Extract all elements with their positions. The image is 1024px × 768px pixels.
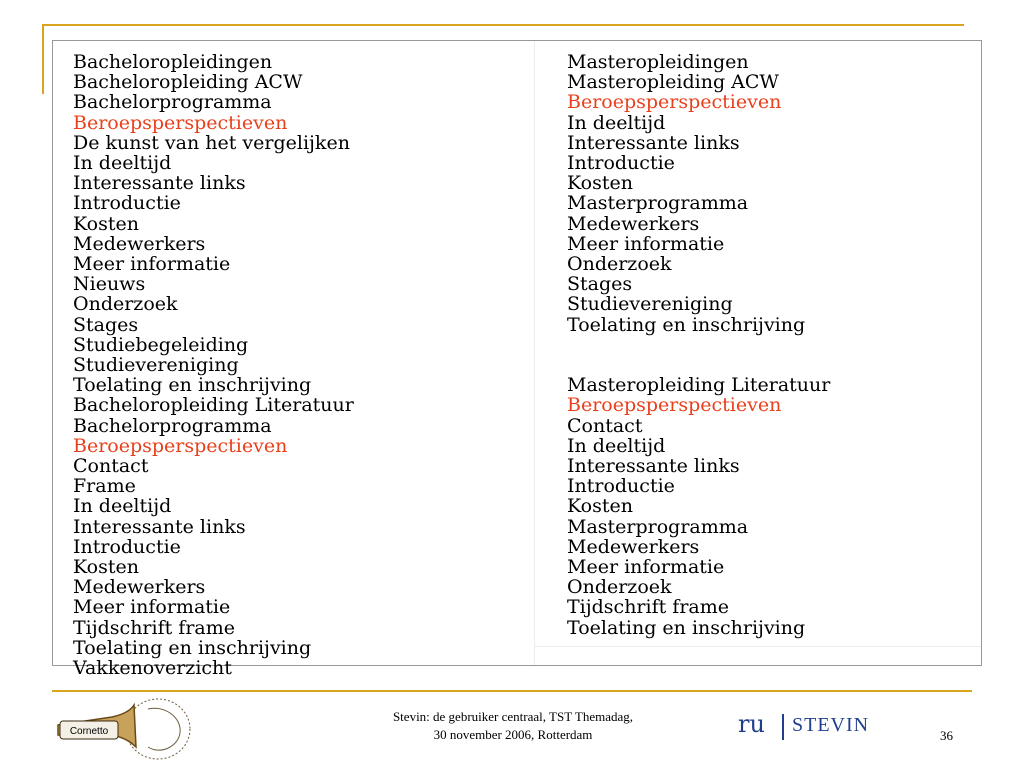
- master-lit-list: [567, 395, 830, 637]
- bachelor-lit-item: Vakkenoverzicht: [73, 657, 232, 680]
- bachelor-lit-item: Frame: [73, 475, 136, 498]
- bachelor-acw-item: Stages: [73, 313, 139, 336]
- bachelor-tree: [73, 52, 354, 678]
- bachelor-lit-item: Meer informatie: [73, 596, 231, 619]
- bachelor-lit-item: Contact: [73, 455, 149, 478]
- master-acw-item: Medewerkers: [567, 212, 700, 235]
- bachelor-acw-heading: Bacheloropleiding ACW: [73, 71, 303, 94]
- bachelor-lit-item: Bachelorprogramma: [73, 414, 272, 437]
- bachelor-acw-item: Kosten: [73, 212, 139, 235]
- master-lit-item: Masterprogramma: [567, 515, 749, 538]
- master-lit-item: Kosten: [567, 495, 633, 518]
- column-divider: [534, 41, 535, 665]
- bachelor-lit-item: Kosten: [73, 556, 139, 579]
- cornetto-label: Cornetto: [69, 726, 109, 737]
- bachelor-acw-item: Bachelorprogramma: [73, 91, 272, 114]
- bachelor-acw-item: Onderzoek: [73, 293, 178, 316]
- footer-line-1: Stevin: de gebruiker centraal, TST Themadag,: [392, 709, 634, 724]
- bachelor-acw-item: Introductie: [73, 192, 181, 215]
- bachelor-lit-item: In deeltijd: [73, 495, 172, 518]
- master-acw-item: Masterprogramma: [567, 192, 749, 215]
- master-acw-item: Stages: [567, 273, 633, 296]
- master-acw-heading: Masteropleiding ACW: [567, 71, 779, 94]
- master-acw-item: Toelating en inschrijving: [567, 313, 806, 336]
- bachelor-acw-item: Medewerkers: [73, 232, 206, 255]
- master-lit-item: Tijdschrift frame: [567, 596, 730, 619]
- master-lit-item: Beroepsperspectieven: [567, 394, 782, 417]
- master-acw-item: Studievereniging: [567, 293, 733, 316]
- spacer: [567, 335, 830, 375]
- master-lit-item: Contact: [567, 414, 643, 437]
- master-acw-item: Onderzoek: [567, 253, 672, 276]
- master-acw-item: Introductie: [567, 152, 675, 175]
- footer-line-2: 30 november 2006, Rotterdam: [433, 727, 593, 742]
- slide-number: 36: [940, 728, 953, 743]
- bachelor-acw-item: Meer informatie: [73, 253, 231, 276]
- bachelor-lit-item: Interessante links: [73, 515, 246, 538]
- footer-caption: [348, 708, 678, 744]
- bachelor-lit-heading: Bacheloropleiding Literatuur: [73, 394, 354, 417]
- master-acw-item: Kosten: [567, 172, 633, 195]
- bachelor-lit-item: Tijdschrift frame: [73, 616, 236, 639]
- bachelor-lit-item: Beroepsperspectieven: [73, 434, 288, 457]
- bachelor-acw-item: Studiebegeleiding: [73, 333, 249, 356]
- master-acw-item: In deeltijd: [567, 111, 666, 134]
- bachelor-lit-item: Medewerkers: [73, 576, 206, 599]
- master-acw-item: Beroepsperspectieven: [567, 91, 782, 114]
- bachelor-acw-item: Interessante links: [73, 172, 246, 195]
- top-accent-rule: [42, 24, 964, 26]
- bachelor-lit-list: [73, 416, 354, 679]
- stevin-divider: [782, 714, 784, 740]
- master-lit-item: Onderzoek: [567, 576, 672, 599]
- master-lit-item: Medewerkers: [567, 535, 700, 558]
- master-acw-list: [567, 92, 830, 334]
- master-acw-item: Meer informatie: [567, 232, 725, 255]
- bachelor-acw-item: Toelating en inschrijving: [73, 374, 312, 397]
- stevin-logo: [738, 710, 878, 744]
- bachelor-lit-item: Toelating en inschrijving: [73, 636, 312, 659]
- stevin-wordmark: STEVIN: [792, 714, 870, 736]
- bachelor-heading: Bacheloropleidingen: [73, 51, 273, 73]
- master-heading: Masteropleidingen: [567, 51, 749, 73]
- master-acw-item: Interessante links: [567, 131, 740, 154]
- bachelor-acw-list: [73, 92, 354, 395]
- ru-mark: ru: [738, 710, 765, 738]
- bachelor-acw-item: Studievereniging: [73, 354, 239, 377]
- master-tree: [567, 52, 830, 638]
- cornetto-horn-logo: [52, 695, 200, 763]
- left-accent-rule: [42, 24, 44, 94]
- bachelor-acw-item: In deeltijd: [73, 152, 172, 175]
- master-lit-item: Meer informatie: [567, 556, 725, 579]
- master-lit-heading: Masteropleiding Literatuur: [567, 374, 831, 397]
- bachelor-acw-item: De kunst van het vergelijken: [73, 131, 350, 154]
- bachelor-lit-item: Introductie: [73, 535, 181, 558]
- bachelor-acw-item: Nieuws: [73, 273, 146, 296]
- master-lit-item: In deeltijd: [567, 434, 666, 457]
- master-lit-item: Toelating en inschrijving: [567, 616, 806, 639]
- master-lit-item: Introductie: [567, 475, 675, 498]
- bachelor-acw-item: Beroepsperspectieven: [73, 111, 288, 134]
- row-divider: [534, 646, 981, 647]
- master-lit-item: Interessante links: [567, 455, 740, 478]
- bottom-accent-rule: [52, 690, 972, 692]
